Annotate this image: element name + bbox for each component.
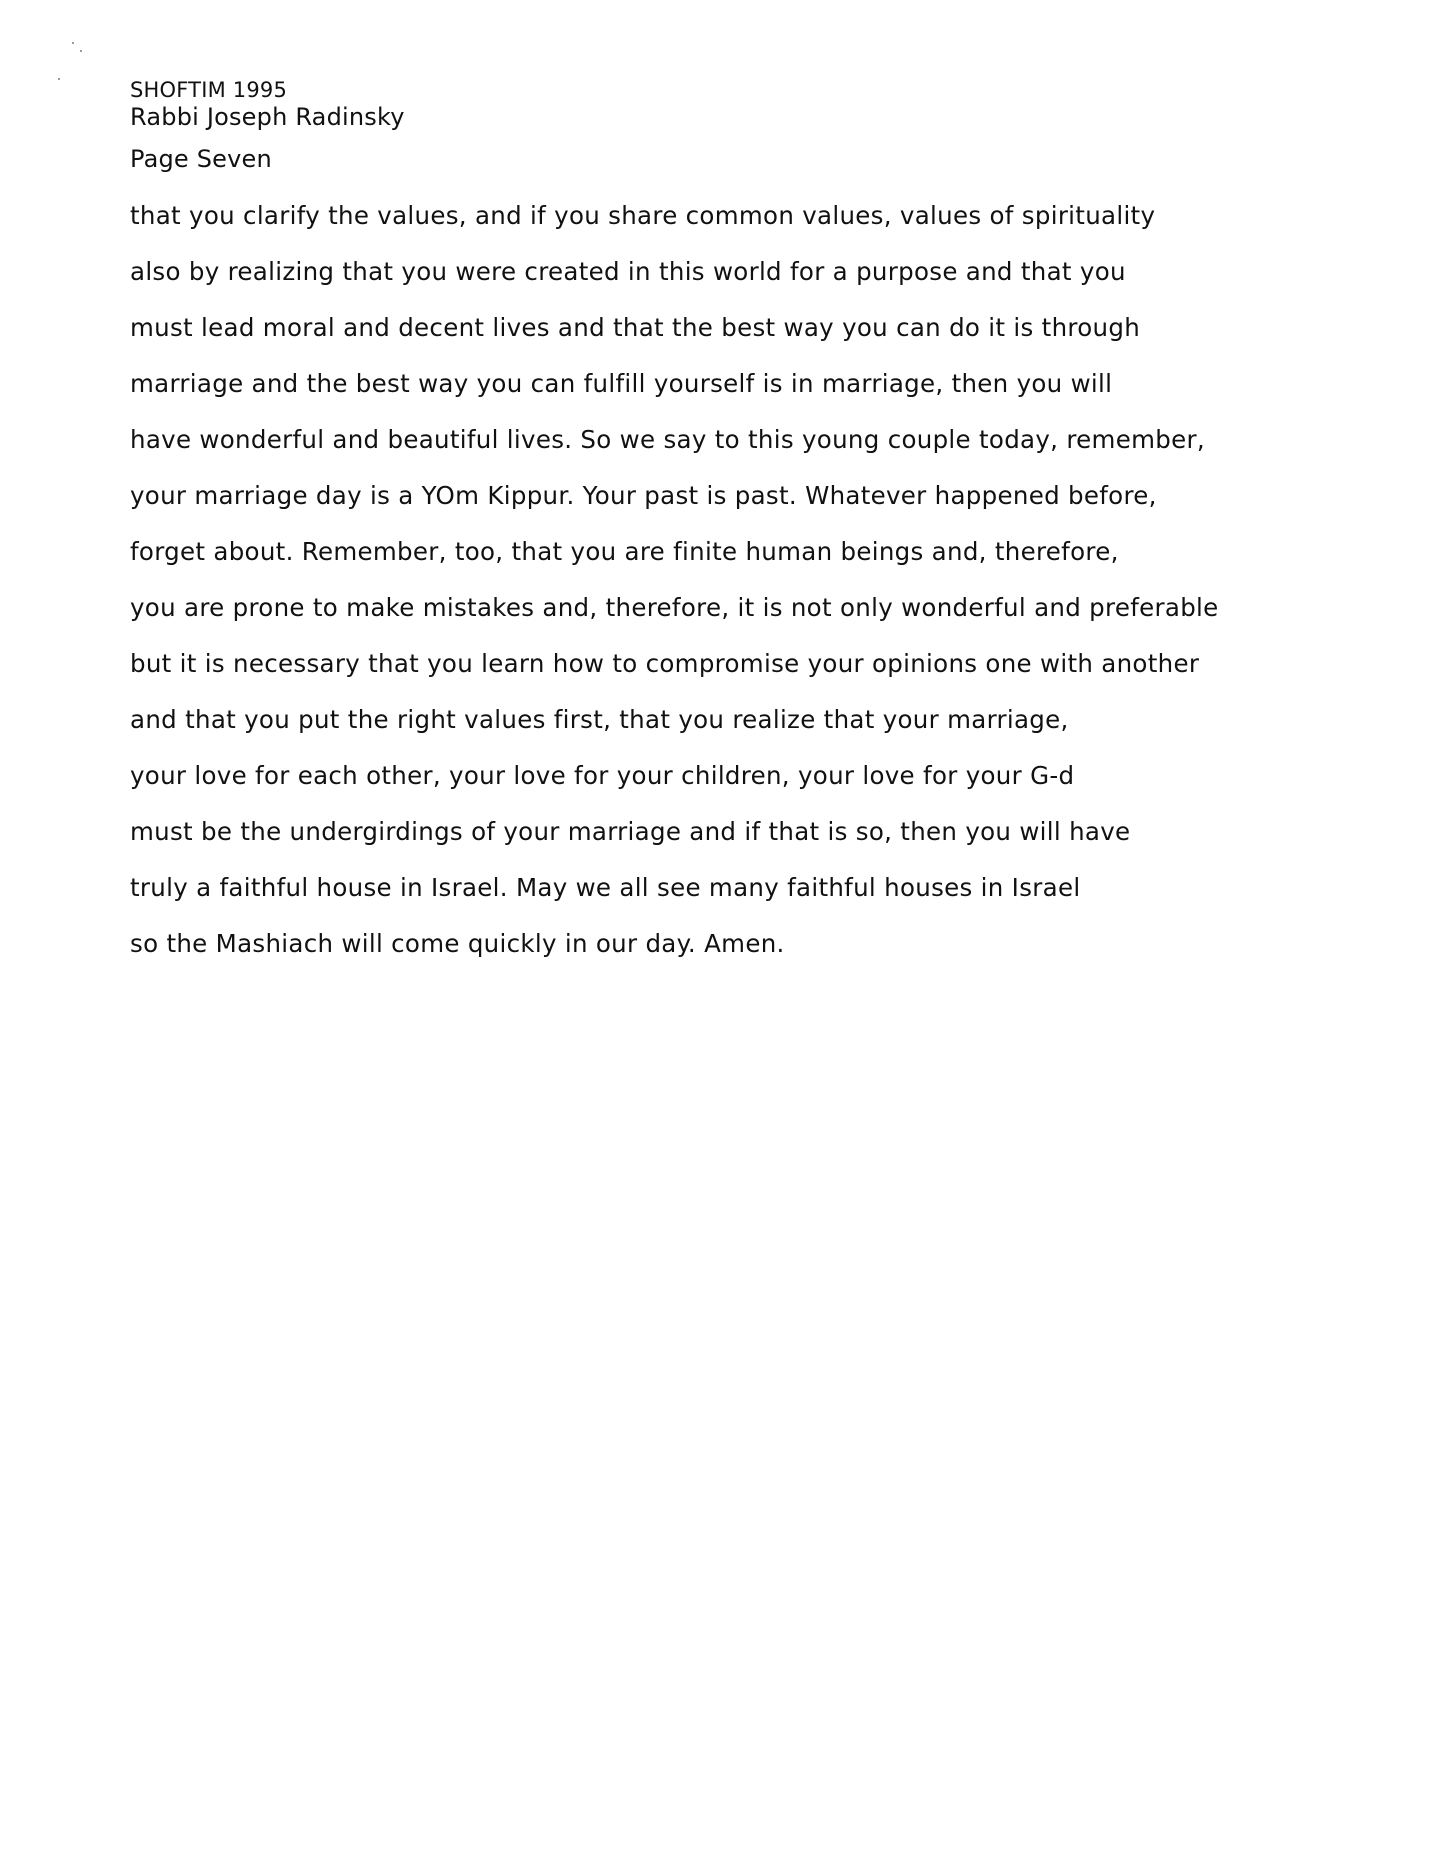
body-line: so the Mashiach will come quickly in our day. Amen.	[130, 929, 785, 958]
scan-speck	[58, 78, 60, 80]
body-line: and that you put the right values first, that you realize that your marriage,	[130, 705, 1069, 734]
document-title: SHOFTIM 1995	[130, 78, 288, 102]
body-line: but it is necessary that you learn how to compromise your opinions one with another	[130, 649, 1200, 678]
body-line: must lead moral and decent lives and that the best way you can do it is through	[130, 313, 1141, 342]
body-line: that you clarify the values, and if you share common values, values of spirituality	[130, 201, 1156, 230]
body-line: forget about. Remember, too, that you are finite human beings and, therefore,	[130, 537, 1119, 566]
body-line: marriage and the best way you can fulfill yourself is in marriage, then you will	[130, 369, 1113, 398]
body-line: your love for each other, your love for your children, your love for your G-d	[130, 761, 1075, 790]
body-line: also by realizing that you were created in this world for a purpose and that you	[130, 257, 1126, 286]
body-line: your marriage day is a YOm Kippur. Your past is past. Whatever happened before,	[130, 481, 1157, 510]
scan-speck	[72, 42, 74, 44]
body-line: truly a faithful house in Israel. May we all see many faithful houses in Israel	[130, 873, 1081, 902]
document-header	[130, 78, 1030, 174]
document-author: Rabbi Joseph Radinsky	[130, 103, 405, 131]
scan-speck	[80, 50, 82, 52]
document-body	[130, 188, 1390, 972]
body-line: you are prone to make mistakes and, therefore, it is not only wonderful and preferable	[130, 593, 1219, 622]
body-line: must be the undergirdings of your marriage and if that is so, then you will have	[130, 817, 1131, 846]
page-label: Page Seven	[130, 145, 272, 173]
body-line: have wonderful and beautiful lives. So we say to this young couple today, remember,	[130, 425, 1205, 454]
